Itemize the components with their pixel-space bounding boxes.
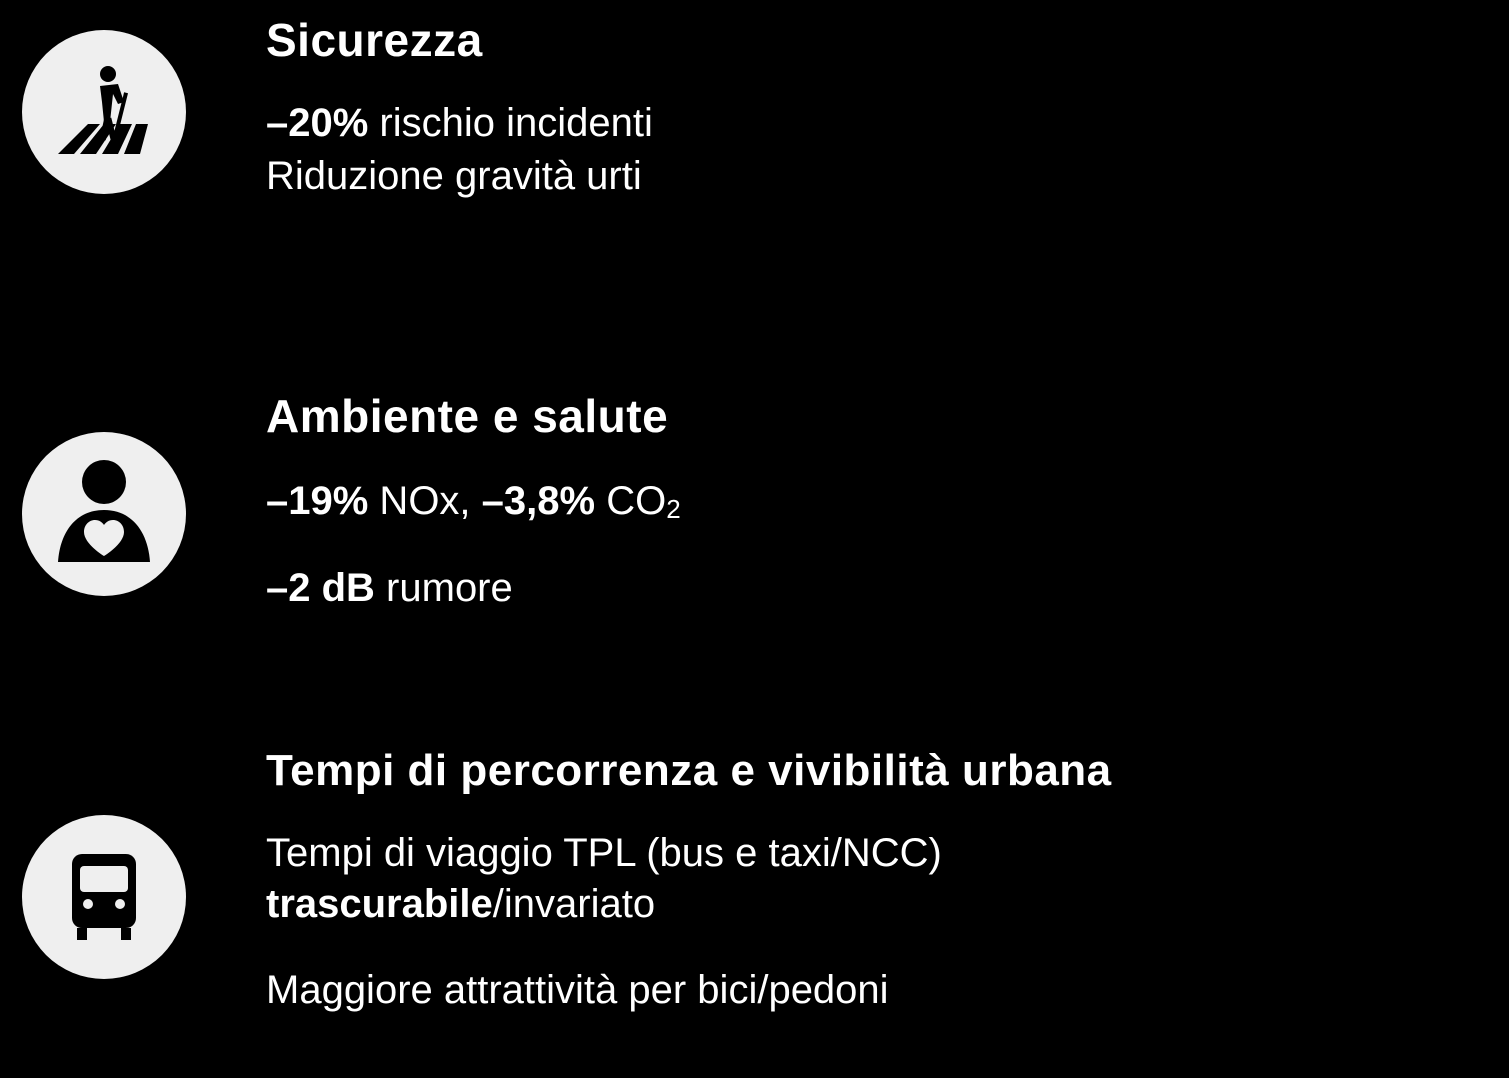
health-heading: Ambiente e salute	[266, 390, 669, 442]
mobility-line-3	[266, 965, 1112, 1016]
mobility-line-3-rest: Maggiore attrattività per bici/pedoni	[266, 967, 889, 1012]
safety-line-1	[266, 98, 653, 149]
safety-line-1-strong: –20%	[266, 101, 369, 146]
health-line-1	[266, 476, 681, 527]
mobility-text-column	[266, 748, 1112, 1016]
safety-heading: Sicurezza	[266, 14, 483, 66]
health-text-column	[266, 392, 681, 651]
health-line-1-subscript: 2	[666, 494, 681, 525]
safety-line-2	[266, 151, 653, 202]
mobility-line-1-rest: Tempi di viaggio TPL (bus e taxi/NCC)	[266, 831, 942, 876]
health-line-1-strong: –19%	[266, 479, 369, 524]
health-line-2	[266, 563, 681, 614]
health-line-1-strong2: –3,8%	[481, 479, 596, 524]
safety-text-column	[266, 16, 653, 205]
mobility-heading: Tempi di percorrenza e vivibilità urbana	[266, 746, 1112, 795]
mobility-line-2-rest: /invariato	[492, 882, 656, 927]
safety-line-2-rest: Riduzione gravità urti	[266, 154, 642, 199]
mobility-line-2-strong: trascurabile	[266, 882, 493, 927]
health-line-1-rest: NOx,	[368, 479, 482, 524]
person-heart-icon	[22, 432, 186, 596]
health-line-2-strong: –2 dB	[266, 566, 375, 611]
mobility-line-1	[266, 828, 1112, 879]
health-line-1-rest2: CO	[595, 479, 667, 524]
health-line-2-rest: rumore	[374, 566, 513, 611]
pedestrian-crossing-icon	[22, 30, 186, 194]
mobility-line-2	[266, 879, 1112, 930]
bus-icon	[22, 815, 186, 979]
safety-line-1-rest: rischio incidenti	[368, 101, 653, 146]
